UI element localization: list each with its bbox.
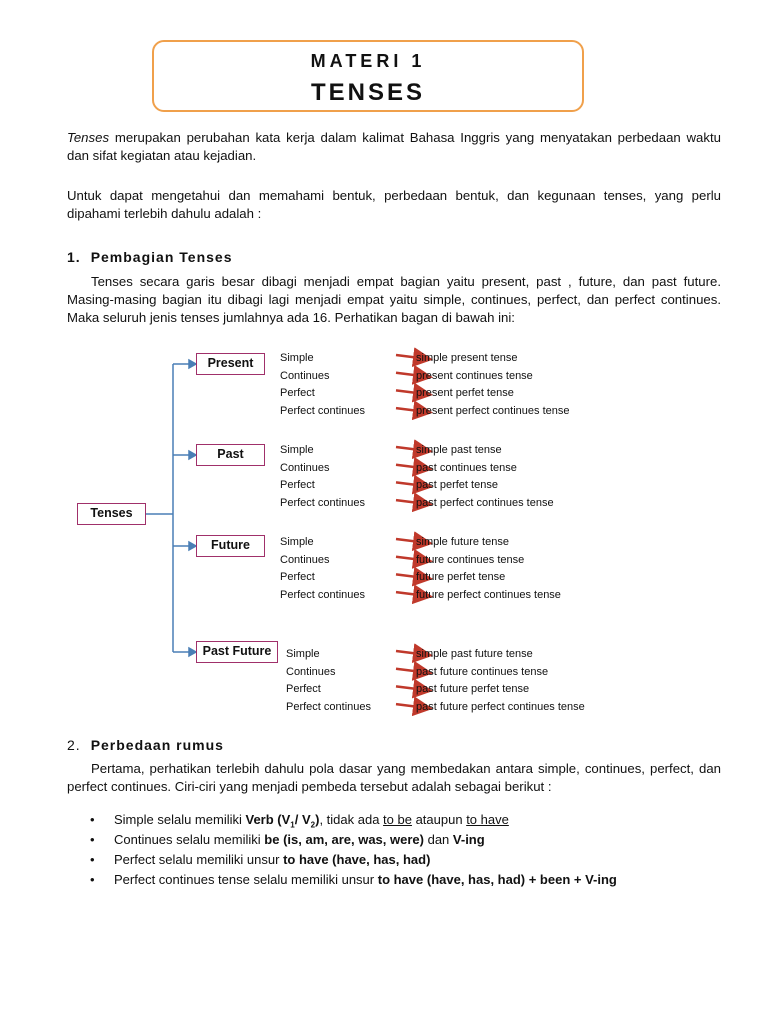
aspect-label: Perfect bbox=[280, 571, 315, 584]
section2-paragraph: Pertama, perhatikan terlebih dahulu pola dasar yang membedakan antara simple, continues, perfect, dan perfect continues. Ciri-ciri yang menjadi pembeda tersebut adalah sebagai berikut : bbox=[67, 761, 721, 794]
section1-title: Pembagian Tenses bbox=[90, 249, 233, 265]
aspect-label: Continues bbox=[280, 461, 330, 474]
section2-title: Perbedaan rumus bbox=[90, 737, 224, 753]
section1-paragraph: Tenses secara garis besar dibagi menjadi empat bagian yaitu present, past , future, dan past future. Masing-masing bagian itu dibagi lagi menjadi empat yaitu simple, continues, perfect, dan perfect continues. Maka seluruh jenis tenses jumlahnya ada 16. Perhatikan bagan di bawah ini: bbox=[67, 274, 721, 325]
tense-result-label: past continues tense bbox=[416, 461, 517, 474]
tense-result-label: past future perfet tense bbox=[416, 683, 530, 696]
section2-heading bbox=[67, 737, 224, 753]
aspect-label: Continues bbox=[280, 369, 330, 382]
section2-number: 2. bbox=[67, 737, 81, 753]
branch-arrow-icon bbox=[189, 451, 196, 459]
tense-result-label: future continues tense bbox=[416, 553, 525, 566]
aspect-label: Perfect bbox=[280, 387, 315, 400]
aspect-label: Simple bbox=[280, 536, 314, 548]
aspect-label: Perfect continues bbox=[280, 497, 365, 510]
tense-result-label: present continues tense bbox=[416, 369, 533, 382]
bullet-icon: • bbox=[90, 812, 95, 827]
list-item: • Perfect selalu memiliki unsur to have (have, has, had) bbox=[90, 850, 617, 870]
branch-box-past: Past bbox=[196, 444, 265, 466]
tense-result-label: past perfect continues tense bbox=[416, 497, 554, 510]
branch-arrow-icon bbox=[189, 542, 196, 550]
intro-paragraph-2: Untuk dapat mengetahui dan memahami bentuk, perbedaan bentuk, dan kegunaan tenses, yang perlu dipahami terlebih dahulu adalah : bbox=[67, 188, 721, 221]
bullet-icon: • bbox=[90, 872, 95, 887]
tense-result-label: present perfect continues tense bbox=[416, 405, 570, 418]
aspect-label: Perfect bbox=[286, 683, 321, 696]
aspect-label: Simple bbox=[280, 352, 314, 364]
aspect-label: Continues bbox=[286, 665, 336, 678]
aspect-label: Perfect bbox=[280, 479, 315, 492]
branch-box-past-future: Past Future bbox=[196, 641, 278, 663]
tense-result-label: simple past future tense bbox=[416, 648, 533, 660]
root-box-tenses: Tenses bbox=[77, 503, 146, 525]
aspect-label: Continues bbox=[280, 553, 330, 566]
aspect-label: Simple bbox=[280, 444, 314, 456]
formula-list bbox=[90, 810, 617, 890]
tense-result-label: simple present tense bbox=[416, 352, 518, 364]
tense-result-label: past perfet tense bbox=[416, 479, 498, 492]
tense-result-label: future perfet tense bbox=[416, 571, 506, 584]
tense-result-label: past future continues tense bbox=[416, 665, 549, 678]
aspect-label: Perfect continues bbox=[280, 589, 365, 602]
intro-term: Tenses bbox=[67, 130, 110, 145]
bullet-icon: • bbox=[90, 852, 95, 867]
list-item: • Perfect continues tense selalu memiliki unsur to have (have, has, had) + been + V-ing bbox=[90, 870, 617, 890]
intro-text: merupakan perubahan kata kerja dalam kalimat Bahasa Inggris yang menyatakan perbedaan waktu dan sifat kegiatan atau kejadian. bbox=[67, 130, 721, 163]
list-item: • Simple selalu memiliki Verb ($V_1/$ $V_2$), tidak ada to be ataupun to have bbox=[90, 812, 509, 830]
tense-result-label: simple future tense bbox=[416, 536, 509, 548]
tense-result-label: future perfect continues tense bbox=[416, 589, 561, 602]
branch-arrow-icon bbox=[189, 648, 196, 656]
tense-result-label: present perfet tense bbox=[416, 387, 514, 400]
branch-box-future: Future bbox=[196, 535, 265, 557]
aspect-label: Simple bbox=[286, 648, 320, 660]
aspect-label: Perfect continues bbox=[280, 405, 365, 418]
branch-box-present: Present bbox=[196, 353, 265, 375]
tense-result-label: simple past tense bbox=[416, 444, 502, 456]
tense-result-label: past future perfect continues tense bbox=[416, 701, 585, 714]
aspect-label: Perfect continues bbox=[286, 701, 371, 714]
list-item: • Continues selalu memiliki be (is, am, are, was, were) dan V-ing bbox=[90, 830, 617, 850]
bullet-icon: • bbox=[90, 832, 95, 847]
title-materi: MATERI 1 bbox=[310, 51, 426, 71]
section1-number: 1. bbox=[67, 249, 81, 265]
branch-arrow-icon bbox=[189, 360, 196, 368]
title-tenses: TENSES bbox=[310, 79, 426, 106]
